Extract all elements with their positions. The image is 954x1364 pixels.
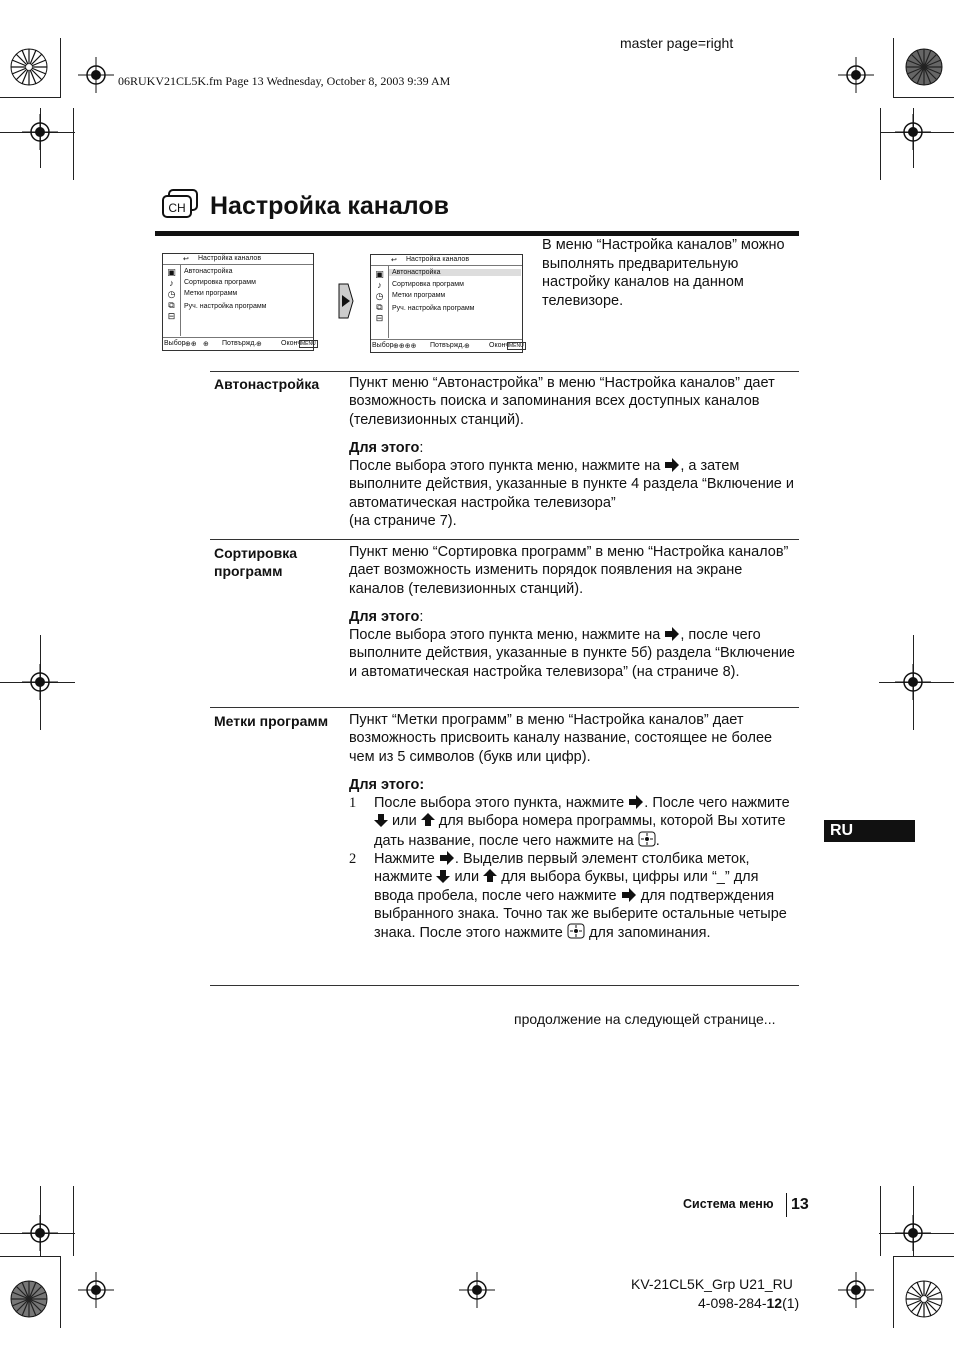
term-labels: Метки программ [214,713,329,729]
registration-mark-icon [895,114,931,150]
registration-mark-icon [459,1272,495,1308]
sound-icon: ♪ [377,280,382,290]
picture-icon: ▣ [375,269,384,279]
page-number: 13 [791,1196,809,1213]
registration-mark-icon [895,1215,931,1251]
menu-key: MENU [509,343,524,349]
registration-mark-icon [838,1272,874,1308]
menu-side-icons [163,265,181,336]
footer-select: Выбор [164,340,186,347]
color-rosette-icon [10,48,48,86]
menu-item: Руч. настройка программ [184,303,267,310]
menu-item: Сортировка программ [184,279,256,286]
down-button-icon [436,869,450,883]
table-rule [210,707,799,708]
page-title: Настройка каналов [210,192,449,220]
menu-key: MENU [301,341,316,347]
menu-screen-before [162,253,314,351]
menu-screen-after [370,254,523,353]
color-rosette-icon [905,1280,943,1318]
setup-icon: ⊟ [375,313,384,323]
menu-side-icons [371,266,389,338]
select-keys-icon: ⊕⊕ [185,341,197,348]
registration-mark-icon [22,1215,58,1251]
arrow-right-icon [338,283,354,319]
menu-item: Автонастройка [184,268,233,275]
registration-mark-icon [78,57,114,93]
registration-mark-icon [838,57,874,93]
picture-icon: ▣ [167,267,176,277]
term-autotune: Автонастройка [214,376,320,392]
channel-icon: ⧉ [376,302,383,312]
footer-confirm: Потвържд. [222,340,257,347]
table-rule [210,539,799,540]
svg-text:CH: CH [168,201,186,215]
steps-list [349,794,799,942]
step-item: 1 После выбора этого пункта, нажмите . После чего нажмите или для выбора номера программы, которой Вы хотите дать название, после чего нажмите на . [349,795,790,849]
right-button-icon [621,888,637,902]
sound-icon: ♪ [169,278,174,288]
screen-header: Настройка каналов [198,255,262,262]
menu-item: Сортировка программ [392,281,464,288]
channel-setup-icon [161,189,199,219]
master-page-label: master page=right [620,35,734,51]
back-icon: ↩ [391,257,397,264]
footer-confirm: Потвържд. [430,342,465,349]
intro-text: В меню “Настройка каналов” можно выполнять предварительную настройку каналов на данном телевизоре. [542,237,785,309]
part-number: 4-098-284-12(1) [698,1295,800,1311]
menu-item: Метки программ [184,290,238,297]
back-icon: ↩ [183,256,189,263]
ok-button-icon [638,831,656,847]
right-key-icon: ⊕ [203,341,209,348]
desc-text: Пункт “Метки программ” в меню “Настройка каналов” дает возможность присвоить каналу название, состоящее не более чем из 5 символов (букв или цифр). [349,712,773,765]
registration-mark-icon [22,664,58,700]
ok-key-icon: ⊕ [256,341,262,348]
right-button-icon [664,627,680,641]
setup-icon: ⊟ [167,311,176,321]
down-button-icon [374,813,388,827]
desc-sort: Пункт меню “Сортировка программ” в меню “Настройка каналов” дает возможность изменить порядок появления на экране каналов (телевизионных станций). Для этого: После выбора этого пункта меню, нажмите на , после чего выполните действия, указанные в пункте 5б) раздела “Включение и автоматическая настройка телевизора” (на страниче 8). [349,543,799,681]
up-button-icon [421,813,435,827]
up-button-icon [483,869,497,883]
menu-item-selected: Автонастройка [389,269,521,276]
timer-icon: ◷ [375,291,384,301]
right-button-icon [664,458,680,472]
continued-note: продолжение на следующей странице... [514,1011,776,1027]
right-button-icon [628,795,644,809]
color-rosette-icon [905,48,943,86]
right-button-icon [439,851,455,865]
desc-text: Пункт меню “Автонастройка” в меню “Настройка каналов” дает возможность поиска и запоминания всех доступных каналов (телевизионных станций). [349,375,775,428]
menu-item: Руч. настройка программ [392,305,475,312]
table-rule [210,985,799,986]
for-this-label: Для этого [349,439,420,456]
step-item: 2 Нажмите . Выделив первый элемент столбика меток, нажмите или для выбора буквы, цифры или “_” для ввода пробела, после чего нажмите для подтверждения выбранного знака. Точно так же выберите остальные четыре знака. После этого нажмите для запоминания. [349,851,787,942]
color-rosette-icon [10,1280,48,1318]
registration-mark-icon [22,114,58,150]
channel-icon: ⧉ [168,300,175,310]
footer-exit: Оконч [281,340,301,347]
footer-exit: Оконч [489,342,509,349]
file-info: 06RUKV21CL5K.fm Page 13 Wednesday, October 8, 2003 9:39 AM [118,74,451,88]
registration-mark-icon [78,1272,114,1308]
registration-mark-icon [895,664,931,700]
desc-labels [349,711,799,943]
model-code: KV-21CL5K_Grp U21_RU [631,1276,793,1292]
ok-key-icon: ⊕ [464,343,470,350]
footer-divider [786,1193,787,1217]
menu-item: Метки программ [392,292,446,299]
term-sort: Сортировка программ [214,545,297,579]
timer-icon: ◷ [167,289,176,299]
screen-header: Настройка каналов [406,256,470,263]
language-tab: RU [824,820,915,842]
ok-button-icon [567,923,585,939]
desc-text: Пункт меню “Сортировка программ” в меню “Настройка каналов” дает возможность изменить порядок появления на экране каналов (телевизионных станций). [349,544,789,597]
for-this-label: Для этого [349,608,420,625]
desc-autotune: Пункт меню “Автонастройка” в меню “Настройка каналов” дает возможность поиска и запоминания всех доступных каналов (телевизионных станций). Для этого: После выбора этого пункта меню, нажмите на , а затем выполните действия, указанные в пункте 4 раздела “Включение и автоматическая настройка телевизора” (на страниче 7). [349,374,799,530]
for-this-label: Для этого: [349,776,425,793]
table-rule [210,371,799,372]
footer-select: Выбор [372,342,394,349]
select-keys-icon: ⊕⊕⊕⊕ [393,343,417,350]
footer-section-name: Система меню [683,1197,774,1211]
